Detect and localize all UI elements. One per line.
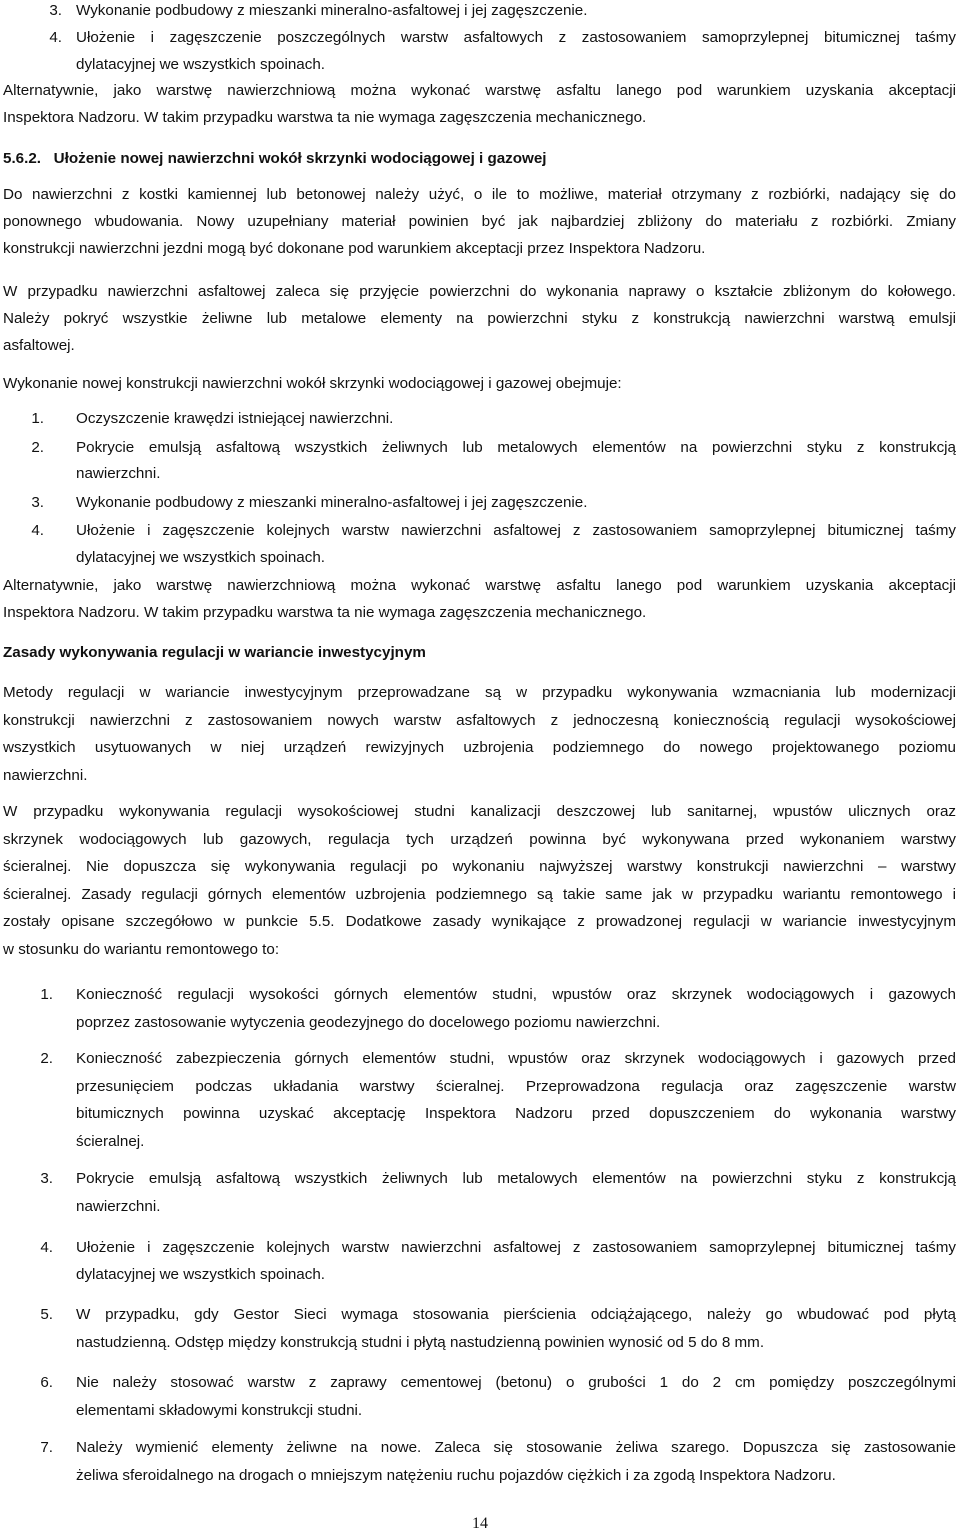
list-item-text: Ułożenie i zagęszczenie poszczególnych warstw asfaltowych z zastosowaniem samoprzylepnej bitumicznej taśmy [76, 29, 956, 46]
list-item-text: Wykonanie podbudowy z mieszanki mineralno-asfaltowej i jej zagęszczenie. [76, 2, 588, 19]
list-item-text: nastudzienną. Odstęp między konstrukcją studni i płytą nastudzienną powinien wynosić od 5 do 8 mm. [76, 1334, 765, 1351]
list-item-text: Oczyszczenie krawędzi istniejącej nawierzchni. [76, 410, 394, 427]
section-number: 5.6.2. [3, 150, 41, 167]
paragraph-line: Metody regulacji w wariancie inwestycyjnym przeprowadzane są w przypadku wykonywania wzmacniania lub modernizacji [3, 684, 956, 701]
list-item-text: elementami składowymi konstrukcji studni. [76, 1402, 363, 1419]
list-item-text: Nie należy stosować warstw z zaprawy cementowej (betonu) o grubości 1 do 2 cm pomiędzy poszczególnymi [76, 1374, 956, 1391]
paragraph-line: wszystkich usytuowanych w niej urządzeń rewizyjnych uzbrojenia podziemnego do nowego projektowanego poziomu [3, 739, 956, 756]
paragraph-line: ścieralnej. Zasady regulacji górnych elementów uzbrojenia podziemnego są takie same jak w przypadku wariantu remontowego i [3, 886, 956, 903]
list-item-text: Pokrycie emulsją asfaltową wszystkich żeliwnych lub metalowych elementów na powierzchni styku z konstrukcją [76, 1170, 956, 1187]
list-item-text: przesunięciem podczas układania warstwy ścieralnej. Przeprowadzona regulacja oraz zagęszczenie warstw [76, 1078, 956, 1095]
list-item-number: 6. [40, 1374, 53, 1391]
list-item-text: poprzez zastosowanie wytyczenia geodezyjnego do docelowego poziomu nawierzchni. [76, 1014, 661, 1031]
paragraph-line: konstrukcji nawierzchni jezdni mogą być dokonane pod warunkiem akceptacji przez Inspektora Nadzoru. [3, 240, 706, 257]
list-item-text: dylatacyjnej we wszystkich spoinach. [76, 549, 326, 566]
list-item-text: W przypadku, gdy Gestor Sieci wymaga stosowania pierścienia odciążającego, należy go wbudować pod płytą [76, 1306, 956, 1323]
paragraph-line: Należy pokryć wszystkie żeliwne lub metalowe elementy na powierzchni styku z konstrukcją nawierzchni warstwą emulsji [3, 310, 956, 327]
list-item-text: Ułożenie i zagęszczenie kolejnych warstw nawierzchni asfaltowej z zastosowaniem samoprzylepnej bitumicznej taśmy [76, 1239, 956, 1256]
list-item-number: 7. [40, 1439, 53, 1456]
paragraph-line: asfaltowej. [3, 337, 75, 354]
list-item-number: 4. [31, 522, 44, 539]
list-item-text: dylatacyjnej we wszystkich spoinach. [76, 56, 326, 73]
paragraph-line: zostały opisane szczegółowo w punkcie 5.5. Dodatkowe zasady wynikające z prowadzonej regulacji w wariancie inwestycyjnym [3, 913, 956, 930]
paragraph-line: konstrukcji nawierzchni z zastosowaniem nowych warstw asfaltowych z jednoczesną koniecznością regulacji wysokościowej [3, 712, 956, 729]
paragraph-line: Inspektora Nadzoru. W takim przypadku warstwa ta nie wymaga zagęszczenia mechanicznego. [3, 109, 647, 126]
list-item-number: 1. [31, 410, 44, 427]
list-item-number: 2. [40, 1050, 53, 1067]
list-item-number: 3. [40, 1170, 53, 1187]
paragraph-line: ścieralnej. Nie dopuszcza się wykonywania regulacji po wykonaniu najwyższej warstwy konstrukcji nawierzchni – warstwy [3, 858, 956, 875]
list-item-text: Konieczność zabezpieczenia górnych elementów studni, wpustów oraz skrzynek wodociągowych i gazowych przed [76, 1050, 956, 1067]
list-item-number: 1. [40, 986, 53, 1003]
list-item-text: bitumicznych powinna uzyskać akceptację Inspektora Nadzoru przed dopuszczeniem do wykonania warstwy [76, 1105, 956, 1122]
list-item-text: nawierzchni. [76, 465, 161, 482]
page-number: 14 [472, 1515, 488, 1532]
list-item-number: 3. [49, 2, 62, 19]
list-item-text: Ułożenie i zagęszczenie kolejnych warstw nawierzchni asfaltowej z zastosowaniem samoprzylepnej bitumicznej taśmy [76, 522, 956, 539]
section-heading [3, 148, 956, 170]
list-item-text: Pokrycie emulsją asfaltową wszystkich żeliwnych lub metalowych elementów na powierzchni styku z konstrukcją [76, 439, 956, 456]
subsection-heading: Zasady wykonywania regulacji w wariancie inwestycyjnym [3, 644, 426, 661]
paragraph-line: skrzynek wodociągowych lub gazowych, regulacja tych urządzeń powinna być wykonywana przed wykonaniem warstwy [3, 831, 956, 848]
list-item-text: nawierzchni. [76, 1198, 161, 1215]
paragraph-line: Alternatywnie, jako warstwę nawierzchniową można wykonać warstwę asfaltu lanego pod warunkiem uzyskania akceptacji [3, 577, 956, 594]
list-item-text: dylatacyjnej we wszystkich spoinach. [76, 1266, 326, 1283]
list-item-text: Konieczność regulacji wysokości górnych elementów studni, wpustów oraz skrzynek wodociągowych i gazowych [76, 986, 956, 1003]
paragraph-line: Do nawierzchni z kostki kamiennej lub betonowej należy użyć, o ile to możliwe, materiał otrzymany z rozbiórki, nadający się do [3, 186, 956, 203]
list-item-text: ścieralnej. [76, 1133, 145, 1150]
paragraph-line: W przypadku nawierzchni asfaltowej zaleca się przyjęcie powierzchni do wykonania naprawy o kształcie zbliżonym do kołowego. [3, 283, 956, 300]
list-item-number: 4. [49, 29, 62, 46]
paragraph-line: Alternatywnie, jako warstwę nawierzchniową można wykonać warstwę asfaltu lanego pod warunkiem uzyskania akceptacji [3, 82, 956, 99]
paragraph-line: Inspektora Nadzoru. W takim przypadku warstwa ta nie wymaga zagęszczenia mechanicznego. [3, 604, 647, 621]
paragraph-line: W przypadku wykonywania regulacji wysokościowej studni kanalizacji deszczowej lub sanitarnej, wpustów ulicznych oraz [3, 803, 956, 820]
list-item-number: 5. [40, 1306, 53, 1323]
section-title: Ułożenie nowej nawierzchni wokół skrzynki wodociągowej i gazowej [53, 150, 547, 167]
list-item-number: 2. [31, 439, 44, 456]
paragraph-line: Wykonanie nowej konstrukcji nawierzchni wokół skrzynki wodociągowej i gazowej obejmuje: [3, 375, 622, 392]
list-item-number: 3. [31, 494, 44, 511]
paragraph-line: nawierzchni. [3, 767, 88, 784]
list-item-text: żeliwa sferoidalnego na drogach o mniejszym natężeniu ruchu pojazdów ciężkich i za zgodą Inspektora Nadzoru. [76, 1467, 836, 1484]
list-item-text: Wykonanie podbudowy z mieszanki mineralno-asfaltowej i jej zagęszczenie. [76, 494, 588, 511]
paragraph-line: w stosunku do wariantu remontowego to: [3, 941, 280, 958]
list-item-number: 4. [40, 1239, 53, 1256]
list-item-text: Należy wymienić elementy żeliwne na nowe. Zaleca się stosowanie żeliwa szarego. Dopuszcza się zastosowanie [76, 1439, 956, 1456]
paragraph-line: ponownego wbudowania. Nowy uzupełniany materiał powinien być jak najbardziej zbliżony do materiału z rozbiórki. Zmiany [3, 213, 956, 230]
